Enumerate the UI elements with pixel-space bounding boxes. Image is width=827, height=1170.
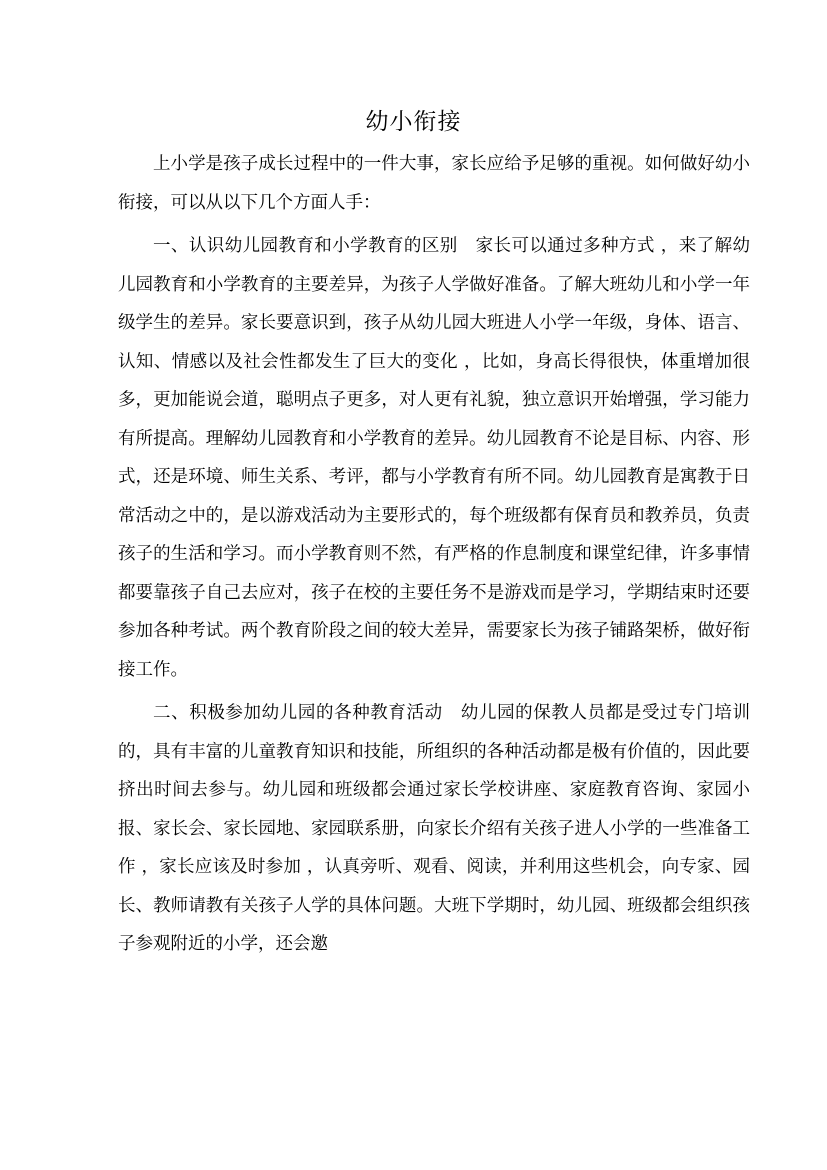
document-body bbox=[118, 145, 750, 964]
document-title: 幼小衔接 bbox=[365, 109, 462, 135]
paragraph-section-one: 一、认识幼儿园教育和小学教育的区别 家长可以通过多种方式 ，来了解幼儿园教育和小学教育的主要差异，为孩子人学做好准备。了解大班幼儿和小学一年级学生的差异。家长要意识到，孩子从幼儿园大班进人小学一年级，身体、语言、认知、情感以及社会性都发生了巨大的变化 ，比如，身高长得很快，体重增加很多，更加能说会道，聪明点子更多，对人更有礼貌，独立意识开始增强，学习能力有所提高。理解幼儿园教育和小学教育的差异。幼儿园教育不论是目标、内容、形式，还是环境、师生关系、考评，都与小学教育有所不同。幼儿园教育是寓教于日常活动之中的，是以游戏活动为主要形式的，每个班级都有保育员和教养员，负责孩子的生活和学习。而小学教育则不然，有严格的作息制度和课堂纪律，许多事情都要靠孩子自己去应对，孩子在校的主要任务不是游戏而是学习，学期结束时还要参加各种考试。两个教育阶段之间的较大差异，需要家长为孩子铺路架桥，做好衔接工作。 bbox=[118, 236, 750, 680]
paragraph-intro: 上小学是孩子成长过程中的一件大事，家长应给予足够的重视。如何做好幼小衔接，可以从以下几个方面人手： bbox=[118, 154, 750, 213]
paragraph-section-two: 二、积极参加幼儿园的各种教育活动 幼儿园的保教人员都是受过专门培训的，具有丰富的儿童教育知识和技能，所组织的各种活动都是极有价值的，因此要挤出时间去参与。幼儿园和班级都会通过家长学校讲座、家庭教育咨询、家园小报、家长会、家长园地、家园联系册，向家长介绍有关孩子进人小学的一些准备工作 ，家长应该及时参加 ，认真旁听、观看、阅读，并利用这些机会，向专家、园长、教师请教有关孩子人学的具体问题。大班下学期时，幼儿园、班级都会组织孩子参观附近的小学，还会邀 bbox=[118, 703, 750, 954]
